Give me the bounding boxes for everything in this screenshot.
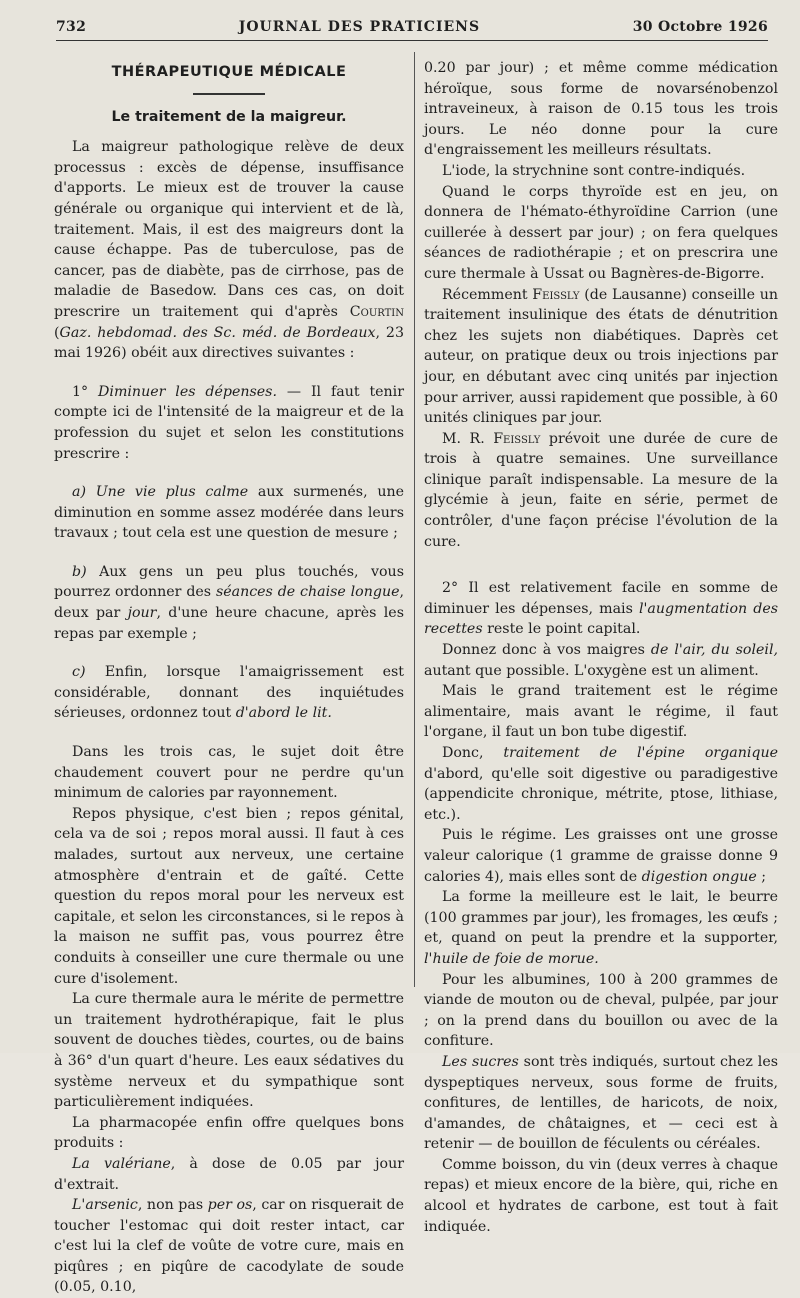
paragraph: Donnez donc à vos maigres de l'air, du soleil, autant que possible. L'oxygène est un aliment. [424, 642, 778, 679]
page-number: 732 [56, 19, 87, 35]
left-column [54, 58, 404, 1298]
paragraph: Récemment Feissly (de Lausanne) conseille un traitement insulinique des états de dénutrition chez les sujets non diabétiques. Daprès cet auteur, on pratique deux ou trois injections par jour, en débutant avec cinq unités par injection pour arriver, aussi rapidement que possible, à 60 unités cliniques par jour. [424, 286, 778, 427]
paragraph: La cure thermale aura le mérite de permettre un traitement hydrothérapique, fait le plus souvent de douches tièdes, courtes, ou de bains à 36° d'un quart d'heure. Les eaux sédatives du système nerveux et du sympathique sont particulièrement indiquées. [54, 991, 404, 1111]
paragraph: La forme la meilleure est le lait, le beurre (100 grammes par jour), les fromages, les œufs ; et, quand on peut la prendre et la supporter, l'huile de foie de morue. [424, 889, 778, 967]
paragraph: M. R. Feissly prévoit une durée de cure de trois à quatre semaines. Une surveillance clinique paraît indispensable. La mesure de la glycémie à jeun, faite en série, permet de contrôler, d'une façon précise l'évolution de la cure. [424, 430, 779, 550]
journal-citation: Gaz. hebdomad. des Sc. méd. de Bordeaux [59, 324, 376, 341]
column-divider [414, 52, 415, 987]
paragraph: Donc, traitement de l'épine organique d'abord, qu'elle soit digestive ou paradigestive (appendicite chronique, métrite, ptose, lithiase, etc.). [424, 745, 778, 823]
paragraph: Pour les albumines, 100 à 200 grammes de viande de mouton ou de cheval, pulpée, par jour ; on la prend dans du bouillon ou avec de la confiture. [424, 971, 778, 1050]
paragraph: c) Enfin, lorsque l'amaigrissement est considérable, donnant des inquiétudes sérieuses, ordonnez tout d'abord le lit. [54, 664, 404, 722]
journal-title: JOURNAL DES PRATICIENS [238, 19, 481, 35]
right-column [424, 58, 778, 1237]
paragraph: a) Une vie plus calme aux surmenés, une diminution en somme assez modérée dans leurs travaux ; tout cela est une question de mesure ; [54, 484, 404, 542]
paragraph: 2° Il est relativement facile en somme de diminuer les dépenses, mais l'augmentation des recettes reste le point capital. [424, 580, 779, 638]
paragraph: 1° Diminuer les dépenses. — Il faut tenir compte ici de l'intensité de la maigreur et de la profession du sujet et selon les constitutions prescrire : [54, 383, 404, 462]
paragraph: b) Aux gens un peu plus touchés, vous pourrez ordonner des séances de chaise longue, deux par jour, d'une heure chacune, après les repas par exemple ; [54, 563, 404, 642]
page-header [56, 14, 768, 41]
author-name: Feissly [493, 430, 541, 447]
paragraph: L'arsenic, non pas per os, car on risquerait de toucher l'estomac qui doit rester intact, car c'est lui la clef de voûte de votre cure, mais en piqûres ; en piqûre de cacodylate de soude (0.05, 0.10, [54, 1197, 404, 1296]
paragraph: Dans les trois cas, le sujet doit être chaudement couvert pour ne perdre qu'un minimum de calories par rayonnement. [54, 744, 404, 802]
paragraph: 0.20 par jour) ; et même comme médication héroïque, sous forme de novarsénobenzol intraveineux, à raison de 0.15 tous les trois jours. Le néo donne pour la cure d'engraissement les meilleurs résultats. [424, 60, 778, 159]
paragraph: Quand le corps thyroïde est en jeu, on donnera de l'hémato-éthyroïdine Carrion (une cuillerée à dessert par jour) ; on fera quelques séances de radiothérapie ; et on prescrira une cure thermale à Ussat ou Bagnères-de-Bigorre. [424, 183, 778, 282]
section-title: THÉRAPEUTIQUE MÉDICALE [111, 64, 347, 80]
paragraph: Puis le régime. Les graisses ont une grosse valeur calorique (1 gramme de graisse donne 9 calories 4), mais elles sont de digestion ongue ; [424, 827, 778, 885]
paragraph: Les sucres sont très indiqués, surtout chez les dyspeptiques nerveux, sous forme de fruits, confitures, de lentilles, de haricots, de noix, d'amandes, de châtaignes, et — ceci est à retenir — de bouillon de féculents ou céréales. [424, 1053, 778, 1153]
paragraph: L'iode, la strychnine sont contre-indiqués. [442, 162, 746, 179]
title-rule [193, 93, 265, 95]
author-name: Courtin [349, 303, 404, 320]
issue-date: 30 Octobre 1926 [632, 19, 768, 35]
paragraph: Mais le grand traitement est le régime alimentaire, mais avant le régime, il faut l'organe, il faut un bon tube digestif. [424, 683, 778, 741]
paragraph: La pharmacopée enfin offre quelques bons produits : [54, 1114, 404, 1152]
paragraph: La maigreur pathologique relève de deux processus : excès de dépense, insuffisance d'apports. Le mieux est de trouver la cause générale ou organique qui intervient et de là, traitement. Mais, il est des maigreurs dont la cause échappe. Pas de tuberculose, pas de cancer, pas de diabète, pas de cirrhose, pas de maladie de Basedow. Dans ces cas, on doit prescrire un traitement qui d'après Courtin (Gaz. hebdomad. des Sc. méd. de Bordeaux, 23 mai 1926) obéit aux directives suivantes : [54, 139, 404, 362]
subheading: Diminuer les dépenses. [98, 383, 277, 400]
author-name: Feissly [532, 286, 580, 303]
article-title: Le traitement de la maigreur. [111, 108, 347, 125]
paragraph: Comme boisson, du vin (deux verres à chaque repas) et mieux encore de la bière, qui, riche en alcool et hydrates de carbone, est tout à fait indiquée. [424, 1156, 778, 1235]
paragraph: Repos physique, c'est bien ; repos génital, cela va de soi ; repos moral aussi. Il faut à ces malades, surtout aux nerveux, une certaine atmosphère d'entrain et de gaîté. Cette question du repos moral pour les nerveux est capitale, et selon les circonstances, si le repos à la maison ne suffit pas, vous pourrez être conduits à conseiller une cure thermale ou une cure d'isolement. [54, 805, 404, 987]
paragraph: La valériane, à dose de 0.05 par jour d'extrait. [54, 1155, 405, 1193]
